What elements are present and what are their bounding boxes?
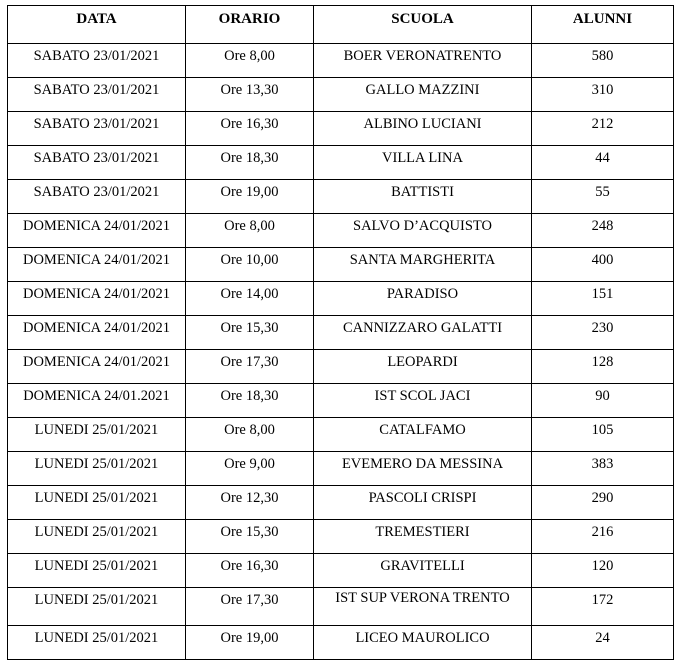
cell-data: LUNEDI 25/01/2021 — [8, 418, 186, 452]
cell-scuola: SANTA MARGHERITA — [314, 248, 532, 282]
cell-orario: Ore 13,30 — [186, 78, 314, 112]
cell-data: DOMENICA 24/01/2021 — [8, 214, 186, 248]
cell-scuola: BATTISTI — [314, 180, 532, 214]
cell-alunni: 383 — [532, 452, 674, 486]
cell-alunni: 172 — [532, 588, 674, 626]
cell-data: LUNEDI 25/01/2021 — [8, 588, 186, 626]
table-row — [8, 520, 674, 554]
cell-orario: Ore 17,30 — [186, 588, 314, 626]
cell-orario: Ore 8,00 — [186, 44, 314, 78]
cell-orario: Ore 9,00 — [186, 452, 314, 486]
cell-data: LUNEDI 25/01/2021 — [8, 554, 186, 588]
cell-orario: Ore 18,30 — [186, 146, 314, 180]
cell-alunni: 90 — [532, 384, 674, 418]
cell-alunni: 128 — [532, 350, 674, 384]
cell-scuola: CANNIZZARO GALATTI — [314, 316, 532, 350]
cell-scuola: PARADISO — [314, 282, 532, 316]
cell-alunni: 55 — [532, 180, 674, 214]
cell-orario: Ore 16,30 — [186, 112, 314, 146]
cell-alunni: 248 — [532, 214, 674, 248]
cell-alunni: 400 — [532, 248, 674, 282]
table-row — [8, 214, 674, 248]
cell-data: SABATO 23/01/2021 — [8, 112, 186, 146]
cell-orario: Ore 15,30 — [186, 520, 314, 554]
cell-alunni: 290 — [532, 486, 674, 520]
table-row — [8, 452, 674, 486]
table-row — [8, 626, 674, 660]
table-row — [8, 44, 674, 78]
table-row — [8, 146, 674, 180]
schedule-table — [7, 5, 674, 660]
table-row — [8, 282, 674, 316]
table-row — [8, 418, 674, 452]
header-orario: ORARIO — [186, 6, 314, 44]
cell-data: SABATO 23/01/2021 — [8, 78, 186, 112]
cell-alunni: 212 — [532, 112, 674, 146]
cell-orario: Ore 10,00 — [186, 248, 314, 282]
cell-scuola: GALLO MAZZINI — [314, 78, 532, 112]
header-row — [8, 6, 674, 44]
table-row — [8, 248, 674, 282]
cell-orario: Ore 15,30 — [186, 316, 314, 350]
cell-orario: Ore 18,30 — [186, 384, 314, 418]
cell-scuola: PASCOLI CRISPI — [314, 486, 532, 520]
cell-orario: Ore 8,00 — [186, 418, 314, 452]
cell-data: DOMENICA 24/01/2021 — [8, 316, 186, 350]
cell-scuola: TREMESTIERI — [314, 520, 532, 554]
cell-orario: Ore 8,00 — [186, 214, 314, 248]
table-row — [8, 78, 674, 112]
cell-orario: Ore 19,00 — [186, 180, 314, 214]
table-row — [8, 350, 674, 384]
cell-data: LUNEDI 25/01/2021 — [8, 520, 186, 554]
cell-data: LUNEDI 25/01/2021 — [8, 486, 186, 520]
cell-scuola: ALBINO LUCIANI — [314, 112, 532, 146]
cell-orario: Ore 17,30 — [186, 350, 314, 384]
cell-scuola: BOER VERONATRENTO — [314, 44, 532, 78]
cell-data: SABATO 23/01/2021 — [8, 44, 186, 78]
table-row — [8, 554, 674, 588]
cell-scuola: LEOPARDI — [314, 350, 532, 384]
header-alunni: ALUNNI — [532, 6, 674, 44]
cell-orario: Ore 12,30 — [186, 486, 314, 520]
header-scuola: SCUOLA — [314, 6, 532, 44]
cell-data: DOMENICA 24/01/2021 — [8, 248, 186, 282]
cell-alunni: 24 — [532, 626, 674, 660]
cell-scuola: EVEMERO DA MESSINA — [314, 452, 532, 486]
table-row — [8, 112, 674, 146]
cell-alunni: 216 — [532, 520, 674, 554]
header-data: DATA — [8, 6, 186, 44]
cell-scuola: VILLA LINA — [314, 146, 532, 180]
cell-alunni: 120 — [532, 554, 674, 588]
cell-data: LUNEDI 25/01/2021 — [8, 452, 186, 486]
cell-alunni: 580 — [532, 44, 674, 78]
cell-scuola: LICEO MAUROLICO — [314, 626, 532, 660]
cell-scuola: GRAVITELLI — [314, 554, 532, 588]
cell-orario: Ore 16,30 — [186, 554, 314, 588]
cell-scuola: IST SCOL JACI — [314, 384, 532, 418]
cell-alunni: 44 — [532, 146, 674, 180]
cell-alunni: 310 — [532, 78, 674, 112]
cell-data: DOMENICA 24/01.2021 — [8, 384, 186, 418]
table-row — [8, 180, 674, 214]
cell-alunni: 105 — [532, 418, 674, 452]
cell-orario: Ore 14,00 — [186, 282, 314, 316]
table-row — [8, 588, 674, 626]
cell-alunni: 230 — [532, 316, 674, 350]
cell-data: SABATO 23/01/2021 — [8, 146, 186, 180]
cell-data: SABATO 23/01/2021 — [8, 180, 186, 214]
cell-scuola: IST SUP VERONA TRENTO — [314, 588, 532, 626]
cell-scuola: SALVO D’ACQUISTO — [314, 214, 532, 248]
table-row — [8, 486, 674, 520]
table-row — [8, 316, 674, 350]
cell-scuola: CATALFAMO — [314, 418, 532, 452]
cell-data: DOMENICA 24/01/2021 — [8, 350, 186, 384]
cell-alunni: 151 — [532, 282, 674, 316]
cell-orario: Ore 19,00 — [186, 626, 314, 660]
cell-data: LUNEDI 25/01/2021 — [8, 626, 186, 660]
table-row — [8, 384, 674, 418]
cell-data: DOMENICA 24/01/2021 — [8, 282, 186, 316]
